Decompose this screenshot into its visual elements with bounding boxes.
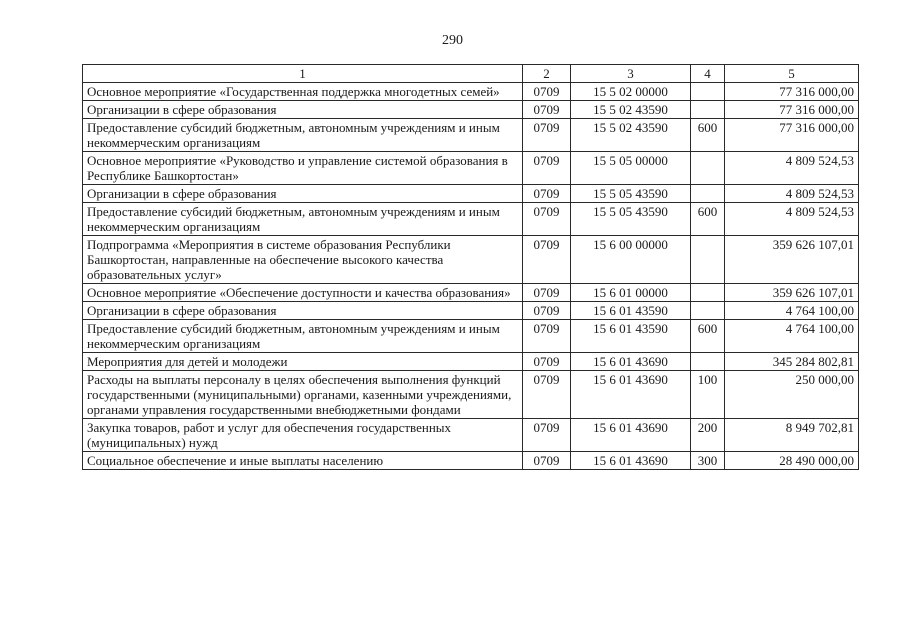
row-section: 0709	[523, 83, 571, 101]
table-row	[83, 203, 859, 236]
row-section: 0709	[523, 185, 571, 203]
row-name: Предоставление субсидий бюджетным, автономным учреждениям и иным некоммерческим организациям	[83, 119, 523, 152]
row-code: 15 5 05 43590	[571, 185, 691, 203]
row-expense-type	[691, 185, 725, 203]
table-row	[83, 353, 859, 371]
row-expense-type	[691, 236, 725, 284]
row-section: 0709	[523, 419, 571, 452]
table-row	[83, 320, 859, 353]
row-expense-type	[691, 284, 725, 302]
row-name: Основное мероприятие «Государственная поддержка многодетных семей»	[83, 83, 523, 101]
row-expense-type	[691, 302, 725, 320]
budget-table	[82, 64, 859, 470]
table-row	[83, 236, 859, 284]
column-header-section: 2	[523, 65, 571, 83]
row-name: Организации в сфере образования	[83, 302, 523, 320]
table-row	[83, 419, 859, 452]
row-amount: 250 000,00	[725, 371, 859, 419]
row-code: 15 6 00 00000	[571, 236, 691, 284]
table-row	[83, 371, 859, 419]
row-name: Предоставление субсидий бюджетным, автономным учреждениям и иным некоммерческим организациям	[83, 203, 523, 236]
row-amount: 4 764 100,00	[725, 320, 859, 353]
row-amount: 359 626 107,01	[725, 284, 859, 302]
table-body	[83, 83, 859, 470]
row-expense-type: 600	[691, 203, 725, 236]
row-section: 0709	[523, 452, 571, 470]
row-expense-type: 100	[691, 371, 725, 419]
row-amount: 4 809 524,53	[725, 185, 859, 203]
table-header-row	[83, 65, 859, 83]
row-name: Мероприятия для детей и молодежи	[83, 353, 523, 371]
row-code: 15 6 01 43690	[571, 371, 691, 419]
row-section: 0709	[523, 203, 571, 236]
row-code: 15 6 01 43590	[571, 320, 691, 353]
row-amount: 4 764 100,00	[725, 302, 859, 320]
table-row	[83, 302, 859, 320]
row-section: 0709	[523, 320, 571, 353]
row-code: 15 5 02 00000	[571, 83, 691, 101]
row-section: 0709	[523, 302, 571, 320]
table-row	[83, 119, 859, 152]
row-expense-type: 300	[691, 452, 725, 470]
page-number: 290	[442, 33, 463, 48]
row-section: 0709	[523, 119, 571, 152]
row-expense-type: 600	[691, 320, 725, 353]
column-header-name: 1	[83, 65, 523, 83]
row-name: Организации в сфере образования	[83, 101, 523, 119]
row-code: 15 5 05 43590	[571, 203, 691, 236]
row-code: 15 5 02 43590	[571, 101, 691, 119]
row-section: 0709	[523, 284, 571, 302]
column-header-amount: 5	[725, 65, 859, 83]
row-name: Социальное обеспечение и иные выплаты населению	[83, 452, 523, 470]
row-amount: 77 316 000,00	[725, 101, 859, 119]
row-name: Основное мероприятие «Обеспечение доступности и качества образования»	[83, 284, 523, 302]
row-section: 0709	[523, 152, 571, 185]
row-code: 15 5 02 43590	[571, 119, 691, 152]
row-code: 15 6 01 43690	[571, 452, 691, 470]
row-name: Расходы на выплаты персоналу в целях обеспечения выполнения функций государственными (муниципальными) органами, казенными учреждениями, органами управления государственными внебюджетными фондами	[83, 371, 523, 419]
row-code: 15 6 01 43590	[571, 302, 691, 320]
row-amount: 77 316 000,00	[725, 83, 859, 101]
row-amount: 4 809 524,53	[725, 152, 859, 185]
row-code: 15 6 01 00000	[571, 284, 691, 302]
row-code: 15 5 05 00000	[571, 152, 691, 185]
column-header-code: 3	[571, 65, 691, 83]
row-amount: 77 316 000,00	[725, 119, 859, 152]
row-code: 15 6 01 43690	[571, 419, 691, 452]
row-amount: 345 284 802,81	[725, 353, 859, 371]
row-name: Предоставление субсидий бюджетным, автономным учреждениям и иным некоммерческим организациям	[83, 320, 523, 353]
row-section: 0709	[523, 353, 571, 371]
row-expense-type: 200	[691, 419, 725, 452]
row-name: Основное мероприятие «Руководство и управление системой образования в Республике Башкортостан»	[83, 152, 523, 185]
row-amount: 28 490 000,00	[725, 452, 859, 470]
table-row	[83, 452, 859, 470]
column-header-expense-type: 4	[691, 65, 725, 83]
row-code: 15 6 01 43690	[571, 353, 691, 371]
row-expense-type	[691, 353, 725, 371]
table-row	[83, 152, 859, 185]
row-expense-type	[691, 152, 725, 185]
row-expense-type: 600	[691, 119, 725, 152]
table-row	[83, 284, 859, 302]
row-amount: 359 626 107,01	[725, 236, 859, 284]
row-section: 0709	[523, 236, 571, 284]
row-section: 0709	[523, 371, 571, 419]
row-name: Подпрограмма «Мероприятия в системе образования Республики Башкортостан, направленные на обеспечение высокого качества образовательных услуг»	[83, 236, 523, 284]
row-amount: 8 949 702,81	[725, 419, 859, 452]
row-amount: 4 809 524,53	[725, 203, 859, 236]
table-row	[83, 101, 859, 119]
row-expense-type	[691, 83, 725, 101]
row-name: Организации в сфере образования	[83, 185, 523, 203]
row-name: Закупка товаров, работ и услуг для обеспечения государственных (муниципальных) нужд	[83, 419, 523, 452]
table-row	[83, 185, 859, 203]
table-row	[83, 83, 859, 101]
row-section: 0709	[523, 101, 571, 119]
row-expense-type	[691, 101, 725, 119]
